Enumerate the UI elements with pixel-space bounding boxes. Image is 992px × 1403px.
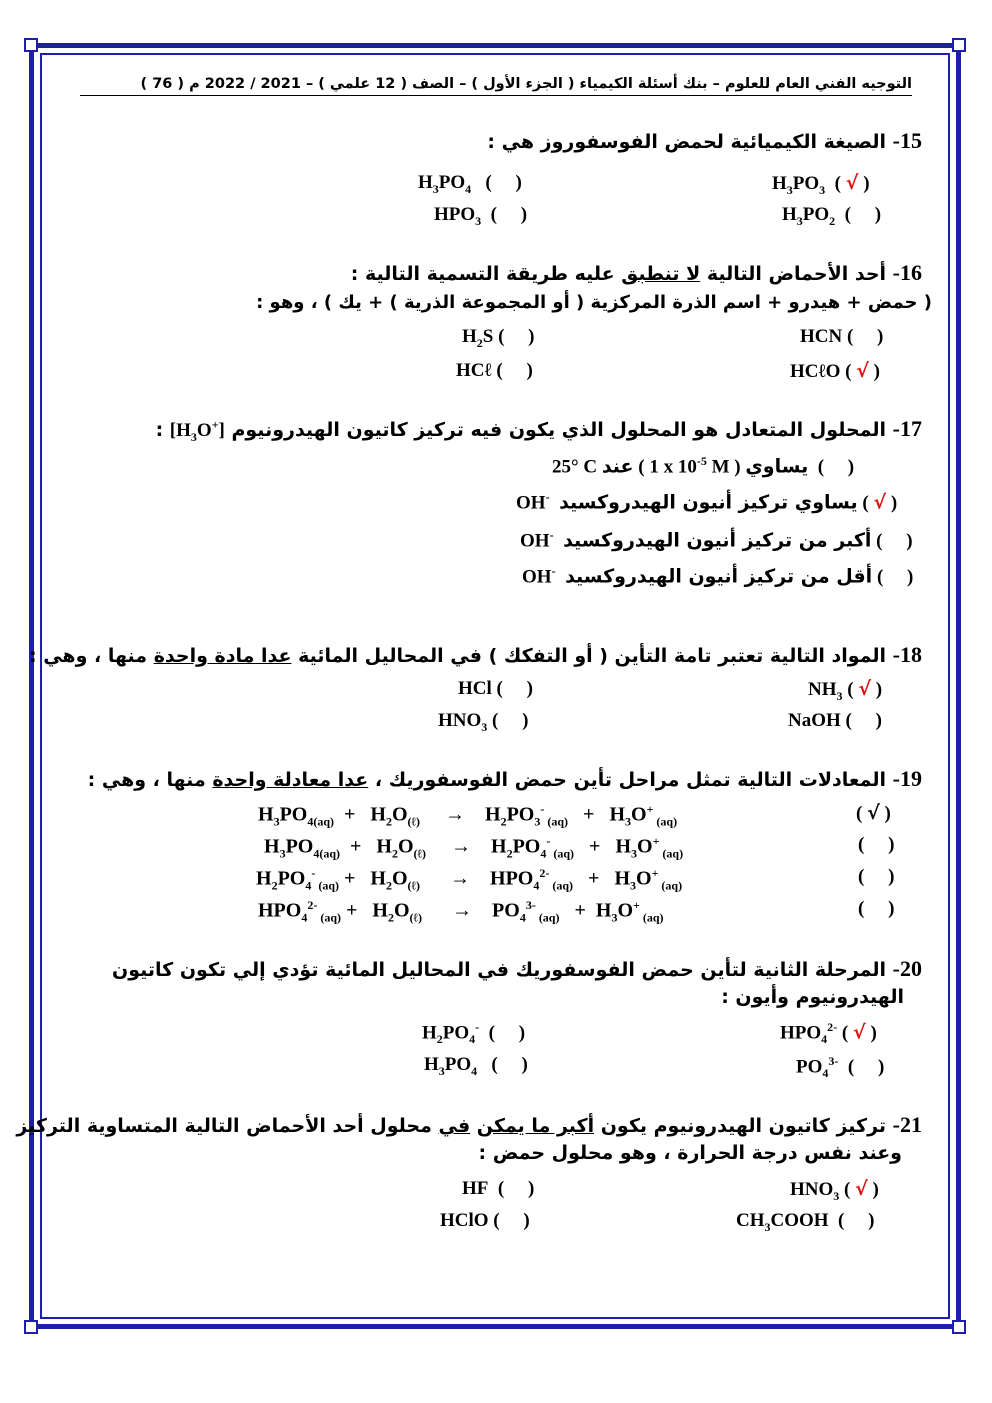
question-19: [72, 766, 922, 792]
option-hf[interactable]: HF ( ): [462, 1178, 535, 1199]
arrow-icon: →: [445, 803, 466, 826]
check-mark-icon: √: [856, 360, 869, 382]
check-mark-icon: √: [853, 1021, 866, 1044]
check-mark-icon: √: [867, 802, 880, 824]
page-header: التوجيه الفني العام للعلوم – بنك أسئلة الكيمياء ( الجزء الأول ) – الصف ( 12 علمي ) – 2021 / 2022 م ( 76 ): [80, 76, 912, 96]
question-text: منها ، وهي :: [29, 645, 154, 667]
question-text: الصيغة الكيميائية لحمض الفوسفوروز هي :: [487, 131, 887, 153]
question-18: [29, 642, 922, 668]
option-17b[interactable]: OH- يساوي تركيز أنيون الهيدروكسيد ( √ ): [516, 490, 898, 514]
question-16: [72, 260, 922, 286]
option-h3po2[interactable]: $H_3PO_2$ ( ): [782, 204, 882, 228]
corner-ornament: [24, 1320, 38, 1334]
question-20-cont: الهيدرونيوم وأيون :: [721, 986, 904, 1008]
equation-1: $H_3PO_{4(aq)} + H_2O_{(\ell)}$ → $H_2PO_3^-$ $_{(aq)} + H_3O^+$ $_{(aq)}$: [258, 802, 678, 829]
check-mark-icon: √: [855, 1178, 868, 1200]
option-hpo3[interactable]: $HPO_3$ ( ): [434, 204, 528, 228]
question-text: [470, 1115, 477, 1137]
option-hcl[interactable]: HCℓ ( ): [456, 360, 533, 381]
option-h3po4-20[interactable]: $H_3PO_4$ ( ): [424, 1054, 528, 1078]
question-emphasis: لا تنطبق: [621, 263, 701, 285]
question-text: المواد التالية تعتبر تامة التأين ( أو التفكك ) في المحاليل المائية: [291, 645, 887, 667]
option-h2po4[interactable]: $H_2PO_4^-$ ( ): [422, 1020, 526, 1047]
question-text: منها ، وهي :: [87, 769, 213, 791]
question-number: 20-: [892, 956, 922, 981]
question-text: محلول أحد الأحماض التالية المتساوية التركيز: [16, 1115, 439, 1137]
question-15: [72, 128, 922, 154]
question-21-cont: وعند نفس درجة الحرارة ، وهو محلول حمض :: [478, 1142, 902, 1164]
option-hclo[interactable]: HCℓO ( √ ): [790, 360, 880, 382]
option-17a[interactable]: 25° C عند ( 1 x $10^{-5}$ M ) يساوي ( ): [552, 454, 855, 478]
question-20: [72, 956, 922, 982]
arrow-icon: →: [451, 835, 472, 858]
equation-4-mark[interactable]: ( ): [858, 898, 895, 919]
question-emphasis: عدا معادلة واحدة: [212, 769, 369, 791]
option-17d[interactable]: OH- أقل من تركيز أنيون الهيدروكسيد ( ): [522, 564, 914, 588]
option-hclo-21[interactable]: HClO ( ): [440, 1210, 530, 1231]
check-mark-icon: √: [858, 678, 872, 700]
corner-ornament: [952, 1320, 966, 1334]
option-hpo4[interactable]: $HPO_4^{2-}$ ( √ ): [780, 1020, 877, 1047]
question-text: المرحلة الثانية لتأين حمض الفوسفوريك في المحاليل المائية تؤدي إلي تكون كاتيون: [112, 959, 887, 981]
check-mark-icon: √: [873, 491, 887, 514]
question-number: 21-: [892, 1112, 922, 1137]
equation-2: $H_3PO_{4(aq)} + H_2O_{(\ell)}$ → $H_2PO_4^-$ $_{(aq)} + H_3O^+$ $_{(aq)}$: [264, 834, 684, 861]
check-mark-icon: √: [845, 172, 859, 194]
question-text: أحد الأحماض التالية: [700, 263, 887, 285]
option-hcl-18[interactable]: HCl ( ): [458, 678, 533, 699]
option-h3po4[interactable]: $H_3PO_4$ ( ): [418, 172, 522, 196]
equation-4: $HPO_4^{2-}$ $_{(aq)} + H_2O_{(\ell)}$ → $PO_4^{3-}$ $_{(aq)} + H_3O^+$ $_{(aq)}$: [258, 898, 664, 925]
arrow-icon: →: [450, 867, 471, 890]
option-nh3[interactable]: $NH_3$ ( √ ): [808, 678, 883, 703]
question-21: [16, 1112, 922, 1138]
option-hno3-18[interactable]: $HNO_3$ ( ): [438, 710, 529, 734]
question-emphasis: أكبر ما يمكن: [476, 1115, 595, 1137]
option-hcn[interactable]: HCN ( ): [800, 326, 884, 347]
option-h3po3[interactable]: $H_3PO_3$ ( √ ): [772, 172, 870, 197]
equation-3-mark[interactable]: ( ): [858, 866, 895, 887]
corner-ornament: [952, 38, 966, 52]
option-h2s[interactable]: $H_2S$ ( ): [462, 326, 535, 350]
question-16-rule: ( حمض + هيدرو + اسم الذرة المركزية ( أو المجموعة الذرية ) + يك ) ، وهو :: [256, 292, 932, 313]
question-text: المحلول المتعادل هو المحلول الذي يكون فيه تركيز كاتيون الهيدرونيوم $[H_3O^+]$ :: [155, 417, 887, 444]
equation-2-mark[interactable]: ( ): [858, 834, 895, 855]
question-number: 19-: [892, 766, 922, 791]
question-text: تركيز كاتيون الهيدرونيوم يكون: [594, 1115, 887, 1137]
question-text: المعادلات التالية تمثل مراحل تأين حمض الفوسفوريك ،: [368, 769, 887, 791]
option-naoh[interactable]: NaOH ( ): [788, 710, 882, 731]
option-po4[interactable]: $PO_4^{3-}$ ( ): [796, 1054, 885, 1081]
question-17: [72, 416, 922, 445]
option-hno3[interactable]: $HNO_3$ ( √ ): [790, 1178, 879, 1203]
equation-1-mark[interactable]: ( √ ): [856, 802, 891, 824]
question-number: 18-: [892, 642, 922, 667]
question-number: 16-: [892, 260, 922, 285]
question-number: 15-: [892, 128, 922, 153]
option-17c[interactable]: OH- أكبر من تركيز أنيون الهيدروكسيد ( ): [520, 528, 913, 552]
question-emphasis: عدا مادة واحدة: [153, 645, 292, 667]
question-text: عليه طريقة التسمية التالية :: [350, 263, 622, 285]
question-emphasis: في: [438, 1115, 471, 1137]
equation-3: $H_2PO_4^-$ $_{(aq)} + H_2O_{(\ell)}$ → $HPO_4^{2-}$ $_{(aq)} + H_3O^+$ $_{(aq)}$: [256, 866, 683, 893]
arrow-icon: →: [452, 899, 473, 922]
option-ch3cooh[interactable]: $CH_3COOH$ ( ): [736, 1210, 875, 1234]
question-number: 17-: [892, 416, 922, 441]
corner-ornament: [24, 38, 38, 52]
